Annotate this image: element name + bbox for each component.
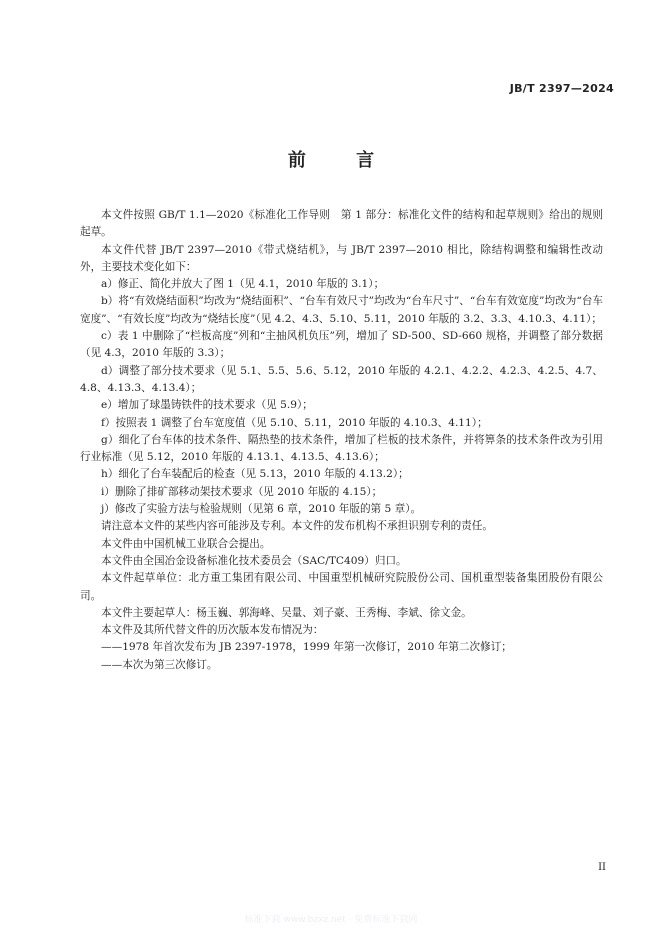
change-item-e: e）增加了球墨铸铁件的技术要求（见 5.9）； [101,399,313,412]
history-item-2: ——本次为第三次修订。 [101,658,218,671]
history-item-1: ——1978 年首次发布为 JB 2397-1978，1999 年第一次修订，2010 年第二次修订； [101,641,512,654]
paragraph-proposed-by: 本文件由中国机械工业联合会提出。 [101,537,271,550]
change-item-f: f）按照表 1 调整了台车宽度值（见 5.10、5.11，2010 年版的 4.10.3、4.11）； [101,416,488,429]
change-item-h: h）细化了台车装配后的检查（见 5.13，2010 年版的 4.13.2）； [101,468,409,481]
change-item-c: c）表 1 中删除了“栏板高度”列和“主抽风机负压”列，增加了 SD-500、SD-660 规格，并调整了部分数据（见 4.3，2010 年版的 3.3）； [80,330,603,360]
paragraph-patent-notice: 请注意本文件的某些内容可能涉及专利。本文件的发布机构不承担识别专利的责任。 [101,520,493,533]
paragraph-drafting-organizations: 本文件起草单位：北方重工集团有限公司、中国重型机械研究院股份公司、国机重型装备集团股份有限公司。 [80,572,603,602]
change-item-d: d）调整了部分技术要求（见 5.1、5.5、5.6、5.12，2010 年版的 4.2.1、4.2.2、4.2.3、4.2.5、4.7、4.8、4.13.3、4.13.4）； [80,364,603,394]
change-item-g: g）细化了台车体的技术条件、隔热垫的技术条件，增加了栏板的技术条件，并将箅条的技术条件改为引用行业标准（见 5.12，2010 年版的 4.13.1、4.13.5、4.13.6）； [80,433,603,464]
foreword-body [80,207,603,674]
paragraph-edition-history: 本文件及其所代替文件的历次版本发布情况为： [101,624,324,637]
paragraph-replacement: 本文件代替 JB/T 2397—2010《带式烧结机》，与 JB/T 2397—2010 相比，除结构调整和编辑性改动外，主要技术变化如下： [80,243,603,273]
change-item-i: i）删除了排矿部移动架技术要求（见 2010 年版的 4.15）； [101,485,383,498]
paragraph-drafting-rules: 本文件按照 GB/T 1.1—2020《标准化工作导则 第 1 部分：标准化文件的结构和起草规则》给出的规则起草。 [80,209,603,239]
change-item-a: a）修正、简化并放大了图 1（见 4.1，2010 年版的 3.1）； [101,278,385,291]
paragraph-drafters: 本文件主要起草人：杨玉巍、郭海峰、吴量、刘子豪、王秀梅、李斌、徐文金。 [101,606,472,619]
page-number: II [598,862,606,873]
watermark: 标准下载 www.bzxz.net · 免费标准下载网 [244,915,418,925]
page-title: 前 言 [287,150,397,171]
document-code: JB/T 2397—2024 [509,82,614,95]
change-item-b: b）将“有效烧结面积”均改为“烧结面积”、“台车有效尺寸”均改为“台车尺寸”、“台车有效宽度”均改为“台车宽度”、“有效长度”均改为“烧结长度”（见 4.2、4.3、5.10、5.11，2010 年版的 3.2、3.3、4.10.3、4.11）； [80,295,603,325]
change-item-j: j）修改了实验方法与检验规则（见第 6 章，2010 年版的第 5 章）。 [101,503,422,516]
paragraph-under-jurisdiction: 本文件由全国冶金设备标准化技术委员会（SAC/TC409）归口。 [101,554,407,567]
